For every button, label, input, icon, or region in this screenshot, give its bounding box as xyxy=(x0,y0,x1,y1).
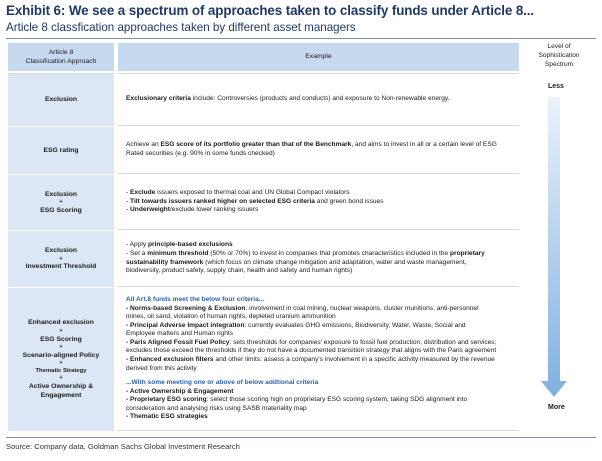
example-text: - Set a xyxy=(126,249,148,257)
example-bold-text: - Proprietary ESG scoring xyxy=(126,396,207,404)
approach-label: Enhanced exclusion xyxy=(28,319,94,327)
example-text: : currently evaluates GHG emissions, Biodiversity, Water, Waste, Social and xyxy=(244,321,466,329)
approach-cell xyxy=(8,73,114,126)
sophistication-header-line: Spectrum xyxy=(544,60,574,68)
approach-cell xyxy=(8,231,114,287)
example-text: - xyxy=(126,197,131,205)
example-bold-text: proprietary xyxy=(449,249,485,257)
example-text: and green bond issues xyxy=(314,197,384,205)
example-text: issuers exposed to thermal coal and UN Global Compact violators xyxy=(155,189,350,197)
approach-label: Engagement xyxy=(40,392,82,400)
example-bold-text: - Thematic ESG strategies xyxy=(126,413,208,421)
table-row xyxy=(8,127,519,174)
approach-label: Exclusion xyxy=(44,96,78,104)
top-divider xyxy=(6,38,596,39)
approach-cell xyxy=(8,127,114,174)
level-more-label: More xyxy=(548,404,565,411)
example-cell xyxy=(118,175,519,230)
example-text: mines, oil sand, violation of human rights, depleted uranium ammunition xyxy=(126,313,336,321)
approach-header-line: Classification Approach xyxy=(25,58,97,65)
example-bold-text: minimum threshold xyxy=(147,249,209,257)
exhibit-title: Exhibit 6: We see a spectrum of approaches taken to classify funds under Article 8... xyxy=(6,3,535,18)
example-text: (which focus on climate change mitigation and adaptation, water and waste management, xyxy=(203,258,467,266)
approach-label: ESG rating xyxy=(43,146,79,154)
approach-column-header xyxy=(8,43,114,71)
example-cell xyxy=(118,231,519,287)
example-text: - xyxy=(126,189,131,197)
example-text: biodiversity, product safety, supply chain, health and safety and human rights) xyxy=(126,267,353,275)
approach-header-line: Article 8 xyxy=(48,48,74,56)
example-cell xyxy=(118,127,519,174)
approach-label: Thematic Strategy xyxy=(35,367,87,374)
example-text: Achieve an xyxy=(126,141,161,149)
approach-cell xyxy=(8,175,114,230)
table-row xyxy=(8,73,519,126)
sophistication-header-line: Level of xyxy=(547,43,571,50)
plus-sign: + xyxy=(59,360,63,367)
example-column-header: Example xyxy=(118,43,519,71)
example-text: Rated securities (e.g. 90% in some funds checked) xyxy=(126,150,275,157)
source-note: Source: Company data, Goldman Sachs Global Investment Research xyxy=(6,442,240,451)
table-row xyxy=(8,288,519,431)
plus-sign: + xyxy=(59,199,63,206)
example-bold-text: Tilt towards issuers ranked higher on selected ESG criteria xyxy=(130,197,315,205)
exhibit-subtitle: Article 8 classfication approaches taken by different asset managers xyxy=(6,21,356,34)
plus-sign: + xyxy=(59,374,63,381)
example-bold-text: - Norms-based Screening & Exclusion xyxy=(126,304,246,312)
example-bold-text: - Active Ownership & Engagement xyxy=(126,387,234,395)
sophistication-header-line: Sophistication xyxy=(538,51,580,59)
plus-sign: + xyxy=(59,327,63,334)
approach-label: Scenario-aligned Policy xyxy=(22,351,100,359)
example-bold-text: ESG score of its portfolio greater than that of the Benchmark xyxy=(160,141,352,149)
example-text: : select those scoring high on proprietary ESG scoring system, taking SDG alignment into xyxy=(206,396,468,404)
approach-label: Investment Threshold xyxy=(25,263,97,271)
example-text: - xyxy=(126,206,131,214)
example-text: (50% or 70%) to invest in companies that promotes characteristics included in the xyxy=(208,249,450,257)
table-row xyxy=(8,231,519,287)
sophistication-header xyxy=(526,43,592,70)
example-text: , and aims to invest in all or a certain level of ESG xyxy=(351,141,497,149)
approach-label: ESG Scoring xyxy=(40,335,82,343)
example-bold-text: - Principal Adverse Impact integration xyxy=(126,321,245,329)
example-text: /exclude lower ranking issuers xyxy=(169,206,259,214)
approach-cell xyxy=(8,288,114,431)
example-text: excludes those exceed the thresholds if they do not have a documented transition strategy that aligns with the Paris agreement xyxy=(126,347,497,355)
example-text: derived from this activity xyxy=(126,364,197,372)
sophistication-arrow-icon xyxy=(540,97,568,397)
plus-sign: + xyxy=(59,255,63,262)
example-text: consideration and analysing risks using SASB materiality map xyxy=(126,404,307,412)
example-bold-text: Exclude xyxy=(130,189,156,197)
example-text: : involvement in coal mining, nuclear weapons, cluster munitions, anti-personnel xyxy=(245,304,479,312)
example-bold-text: Exclusionary criteria xyxy=(126,95,191,103)
example-bold-text: sustainability framework xyxy=(126,258,204,266)
table-row xyxy=(8,175,519,230)
example-bold-text: - Enhanced exclusion filters xyxy=(126,356,214,363)
example-bold-text: - Paris Aligned Fossil Fuel Policy xyxy=(126,338,230,346)
plus-sign: + xyxy=(59,344,63,351)
example-text: Employee matters and Human rights xyxy=(126,330,234,338)
bottom-divider xyxy=(6,437,596,438)
example-text: include: Controversies (products and conducts) and exposure to Non-renewable energy. xyxy=(190,95,450,103)
classification-table xyxy=(8,43,519,431)
approach-label: Active Ownership & xyxy=(28,382,94,390)
example-text: and other limits: assess a company's involvement in a specific activity measured by the revenue xyxy=(213,356,495,363)
level-less-label: Less xyxy=(548,83,564,90)
criteria-intro: All Art.8 funds meet the below four criteria... xyxy=(126,296,265,304)
example-cell xyxy=(118,288,519,431)
approach-label: Exclusion xyxy=(44,190,78,198)
example-text: : sets thresholds for companies' exposure to fossil fuel production, distribution and services; xyxy=(229,338,497,346)
example-bold-text: Underweight xyxy=(130,206,170,214)
approach-label: ESG Scoring xyxy=(40,206,82,214)
approach-label: Exclusion xyxy=(44,247,78,255)
example-text: - Apply xyxy=(126,241,148,249)
example-cell xyxy=(118,73,519,126)
criteria-intro: ...With some meeting one or above of below addtional criteria xyxy=(126,379,319,387)
example-bold-text: principle-based exclusions xyxy=(148,241,233,249)
